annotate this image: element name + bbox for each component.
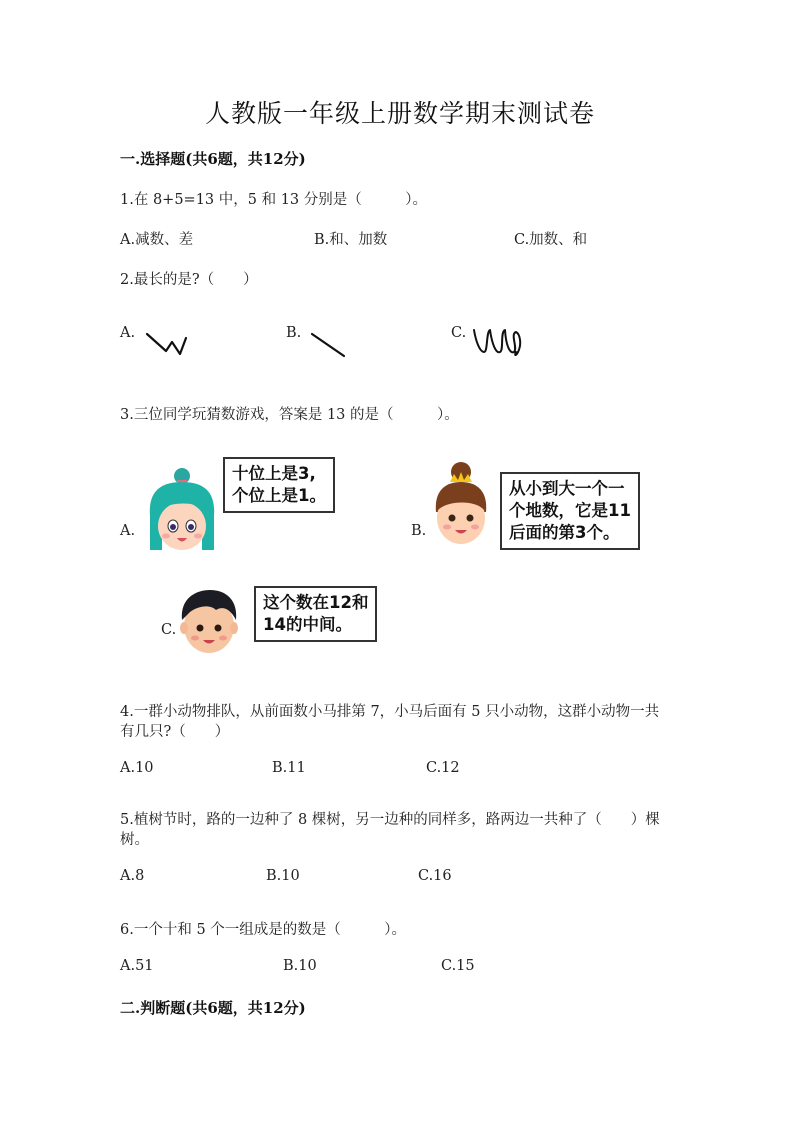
curly-line-c-figure [470,322,530,362]
question-1-option-b: B.和、加数 [314,232,388,248]
question-4-option-b: B.11 [272,760,306,776]
question-2-text: 2.最长的是?（ ） [120,272,258,288]
question-5-text: 5.植树节时，路的一边种了 8 棵树，另一边种的同样多，路两边一共种了（ ）棵树。 [120,812,660,848]
section-heading-choice: 一.选择题(共6题，共12分) [120,150,306,168]
question-3-option-c: C. [161,622,177,638]
question-1-text: 1.在 8+5=13 中，5 和 13 分别是（ ）。 [120,192,428,208]
speech-bubble-c-line-2: 14的中间。 [263,615,352,634]
question-6-option-a: A.51 [120,958,154,974]
question-6-option-c: C.15 [441,958,475,974]
question-3-text: 3.三位同学玩猜数游戏，答案是 13 的是（ ）。 [120,407,459,423]
question-2-option-a: A. [120,325,136,341]
speech-bubble-b-line-2: 个地数，它是11 [509,501,631,520]
question-5-option-b: B.10 [266,868,300,884]
question-4-option-c: C.12 [426,760,460,776]
straight-line-b-figure [308,330,348,360]
question-4-option-a: A.10 [120,760,154,776]
question-3-option-a: A. [120,523,136,539]
question-1-option-a: A.减数、差 [120,232,194,248]
zigzag-line-a-figure [144,326,190,360]
question-2-option-c: C. [451,325,467,341]
question-5-option-c: C.16 [418,868,452,884]
question-2-option-b: B. [286,325,302,341]
girl-teal-hair-avatar [144,466,220,558]
speech-bubble-b-line-1: 从小到大一个一 [509,479,625,498]
speech-bubble-c [254,586,377,642]
girl-crown-avatar [428,460,494,550]
section-heading-true-false: 二.判断题(共6题，共12分) [120,999,306,1017]
speech-bubble-c-line-1: 这个数在12和 [263,593,369,612]
question-3-option-b: B. [411,523,427,539]
page-title: 人教版一年级上册数学期末测试卷 [204,99,595,128]
question-4-text: 4.一群小动物排队，从前面数小马排第 7，小马后面有 5 只小动物，这群小动物一共有几只?（ ） [120,704,660,740]
speech-bubble-b [500,472,640,550]
speech-bubble-b-line-3: 后面的第3个。 [509,523,620,542]
speech-bubble-a-line-2: 个位上是1。 [232,486,326,505]
speech-bubble-a-line-1: 十位上是3, [232,464,316,483]
question-5-option-a: A.8 [120,868,145,884]
speech-bubble-a [223,457,335,513]
boy-avatar [176,586,242,658]
question-6-text: 6.一个十和 5 个一组成是的数是（ ）。 [120,922,407,938]
question-6-option-b: B.10 [283,958,317,974]
question-1-option-c: C.加数、和 [514,232,588,248]
